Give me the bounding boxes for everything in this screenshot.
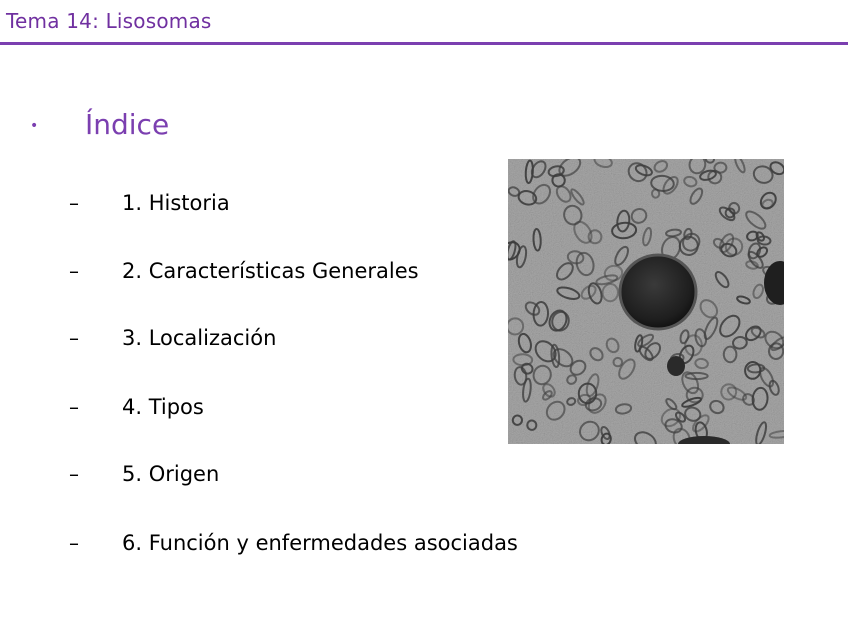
toc-item-label: 5. Origen: [122, 462, 220, 486]
toc-item-localizacion: [0, 326, 560, 356]
slide-header-title: Tema 14: Lisosomas: [6, 9, 212, 33]
small-dark-granule: [667, 356, 685, 376]
toc-item-label: 3. Localización: [122, 326, 277, 350]
lysosome-micrograph: [508, 159, 784, 444]
micrograph-image: [508, 159, 784, 444]
toc-item-label: 2. Características Generales: [122, 259, 419, 283]
toc-item-origen: [0, 462, 560, 492]
toc-item-label: 6. Función y enfermedades asociadas: [122, 531, 518, 555]
toc-item-tipos: [0, 395, 560, 425]
section-title: Índice: [85, 108, 170, 141]
toc-dash: –: [69, 326, 79, 350]
toc-dash: –: [69, 462, 79, 486]
toc-dash: –: [69, 191, 79, 215]
toc-item-caracteristicas: [0, 259, 560, 289]
lysosome-body: [620, 255, 696, 329]
toc-item-historia: [0, 191, 560, 221]
header-divider: [0, 42, 848, 45]
toc-dash: –: [69, 531, 79, 555]
slide-header: [0, 0, 848, 44]
toc-dash: –: [69, 395, 79, 419]
toc-item-label: 4. Tipos: [122, 395, 204, 419]
toc-dash: –: [69, 259, 79, 283]
toc-item-funcion: [0, 531, 560, 561]
section-bullet: •: [30, 118, 39, 134]
toc-item-label: 1. Historia: [122, 191, 230, 215]
